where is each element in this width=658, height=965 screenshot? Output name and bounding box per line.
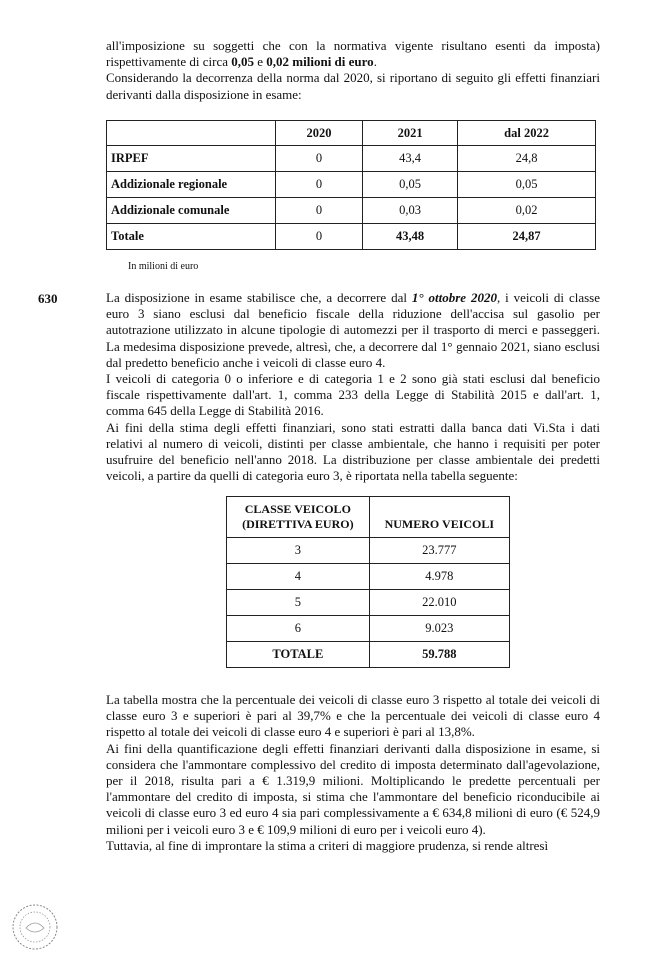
cell-2020: 0 [276,198,363,224]
count-cell: 9.023 [369,616,509,642]
cell-2021: 43,4 [363,146,458,172]
intro-line3: Considerando la decorrenza della norma dal 2020, si riportano di seguito gli effetti finanziari derivanti dalla disposizione in esame: [106,70,600,102]
section-paragraph-2: I veicoli di categoria 0 o inferiore e di categoria 1 e 2 sono già stati esclusi dal beneficio fiscale rispettivamente dall'art. 1, comma 233 della Legge di Stabilità 2015 e dall'art. 1, comma 645 della Legge di Stabilità 2016. [106,371,600,419]
intro-line1: all'imposizione su soggetti che con la normativa vigente risultano esenti da imposta) [106,38,600,53]
count-cell: 4.978 [369,564,509,590]
vehicles-header-class-line1: CLASSE VEICOLO [244,502,351,516]
vehicles-header-class-line2: (DIRETTIVA EURO) [242,517,354,531]
cell-2022: 24,8 [458,146,596,172]
total-class-cell: TOTALE [227,642,370,668]
table-row [107,146,596,172]
effects-header-2021: 2021 [363,121,458,146]
row-label: Addizionale regionale [107,172,276,198]
count-cell: 22.010 [369,590,509,616]
cell-2022: 0,05 [458,172,596,198]
cell-2021: 0,03 [363,198,458,224]
total-label: Totale [107,224,276,250]
paragraph-6: Tuttavia, al fine di improntare la stima a criteri di maggiore prudenza, si rende altresì [106,837,549,853]
after-paragraphs [106,692,600,854]
table-row [107,172,596,198]
section-number: 630 [38,291,58,306]
table-unit-note: In milioni di euro [128,261,199,272]
table-total-row [107,224,596,250]
intro-line2-mid: e [254,54,267,70]
intro-value-1: 0,05 [231,54,255,70]
cell-2020: 0 [276,172,363,198]
p1-date: 1° ottobre 2020 [411,290,497,305]
class-cell: 4 [227,564,370,590]
effects-table-header-row [107,121,596,146]
total-2022: 24,87 [458,224,596,250]
class-cell: 5 [227,590,370,616]
table-row [227,590,510,616]
vehicles-header-class [227,497,370,538]
vehicles-header-count: NUMERO VEICOLI [369,497,509,538]
cell-2022: 0,02 [458,198,596,224]
table-row [227,564,510,590]
intro-paragraph [106,38,600,103]
count-cell: 23.777 [369,538,509,564]
total-2020: 0 [276,224,363,250]
effects-header-2022: dal 2022 [458,121,596,146]
paragraph-4: La tabella mostra che la percentuale dei veicoli di classe euro 3 rispetto al totale dei veicoli di classe euro 3 e superiori è pari al 39,7% e che la percentuale dei veicoli di classe euro 4 rispetto al totale dei veicoli di classe euro 4 e superiori è pari al 13,8%. [106,692,600,740]
intro-value-2: 0,02 milioni di euro [266,54,374,70]
total-count-cell: 59.788 [369,642,509,668]
table-row [227,538,510,564]
p1-post: , i veicoli di classe euro 3 siano esclusi dal beneficio fiscale della riduzione dell'accisa sul gasolio per autotrazione utilizzato in alcune tipologie di automezzi per il trasporto di merci e passeggeri. La medesima disposizione prevede, altresì, che, a decorrere dal 1° gennaio 2021, siano esclusi dal predetto beneficio anche i veicoli di classe euro 4. [106,290,600,370]
effects-header-blank [107,121,276,146]
section-paragraph-3: Ai fini della stima degli effetti finanziari, sono stati estratti dalla banca dati Vi.Sta i dati relativi al numero di veicoli, distinti per classe ambientale, che hanno i requisiti per poter usufruire del beneficio nell'anno 2018. La distribuzione per classe ambientale dei predetti veicoli, a partire da quelli di categoria euro 3, è riportata nella tabella seguente: [106,419,600,484]
p1-pre: La disposizione in esame stabilisce che, a decorrere dal [106,290,412,305]
stamp-seal-icon [10,902,60,952]
cell-2020: 0 [276,146,363,172]
table-total-row [227,642,510,668]
class-cell: 6 [227,616,370,642]
table-row [107,198,596,224]
row-label: IRPEF [107,146,276,172]
intro-line2-pre: rispettivamente di circa [106,54,232,70]
section-paragraph-1 [106,290,600,484]
intro-line2-post: . [373,54,377,70]
row-label: Addizionale comunale [107,198,276,224]
total-2021: 43,48 [363,224,458,250]
table-row [227,616,510,642]
paragraph-5: Ai fini della quantificazione degli effetti finanziari derivanti dalla disposizione in esame, si considera che l'ammontare complessivo del credito di imposta determinato dall'agevolazione, per il 2018, risulta pari a € 1.319,9 milioni. Moltiplicando le predette percentuali per l'ammontare del credito di imposta, si stima che l'ammontare del beneficio riconducibile ai veicoli di classe euro 3 ed euro 4 sia pari complessivamente a € 634,8 milioni di euro (€ 524,9 milioni per i veicoli euro 3 e € 109,9 milioni di euro per i veicoli euro 4). [106,740,600,837]
cell-2021: 0,05 [363,172,458,198]
vehicles-table-header-row [227,497,510,538]
class-cell: 3 [227,538,370,564]
effects-header-2020: 2020 [276,121,363,146]
vehicles-table [226,496,510,668]
effects-table [106,120,596,250]
